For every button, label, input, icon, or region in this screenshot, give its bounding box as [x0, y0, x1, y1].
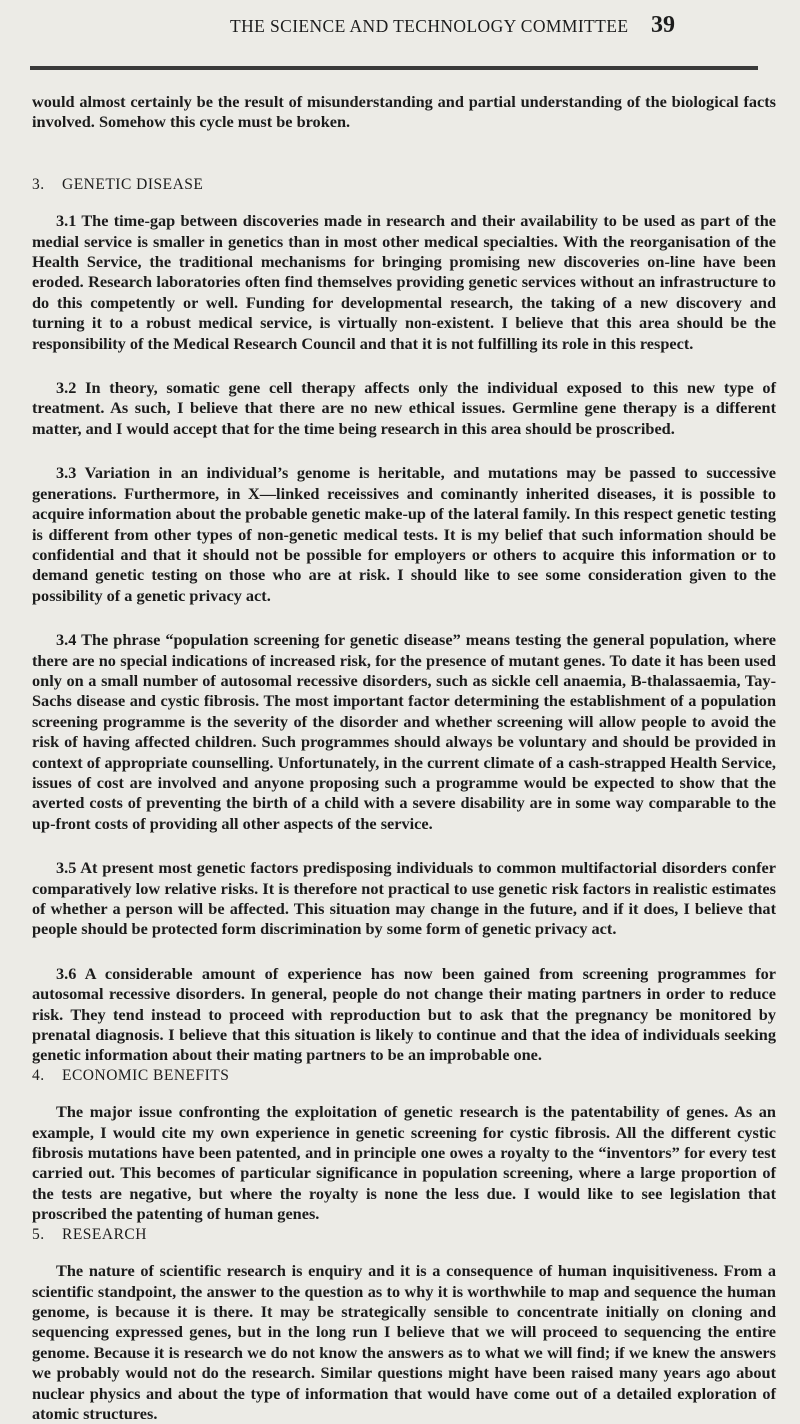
paragraph-3-4: 3.4 The phrase “population screening for genetic disease” means testing the general population, where there are no special indications of increased risk, for the presence of mutant genes. To date it has been used only on a small number of autosomal recessive disorders, such as sickle cell anaemia, B-thalassaemia, Tay-Sachs disease and cystic fibrosis. The most important factor determining the establishment of a population screening programme is the severity of the disorder and whether screening will allow people to avoid the risk of having affected children. Such programmes should always be voluntary and should be provided in context of appropriate counselling. Unfortunately, in the current climate of a cash-strapped Health Service, issues of cost are involved and anyone proposing such a programme would be expected to show that the averted costs of preventing the birth of a child with a severe disability are in some way comparable to the up-front costs of providing all other aspects of the service.	[32, 630, 776, 833]
intro-paragraph: would almost certainly be the result of misunderstanding and partial understanding of the biological facts involved. Somehow this cycle must be broken.	[32, 92, 776, 132]
section-heading-genetic-disease: 3. GENETIC DISEASE	[32, 175, 204, 193]
paragraph-3-5: 3.5 At present most genetic factors predisposing individuals to common multifactorial disorders confer comparatively low relative risks. It is therefore not practical to use genetic risk factors in realistic estimates of whether a person will be affected. This situation may change in the future, and if it does, I believe that people should be protected form discrimination by some form of genetic privacy act.	[32, 858, 776, 939]
paragraph-3-1: 3.1 The time-gap between discoveries made in research and their availability to be used as part of the medial service is smaller in genetics than in most other medical specialties. With the reorganisation of the Health Service, the traditional mechanisms for bringing promising new discoveries on-line have been eroded. Research laboratories often find themselves providing genetic services without an infrastructure to do this competently or well. Funding for developmental research, the taking of a new discovery and turning it to a robust medical service, is virtually non-existent. I believe that this area should be the responsibility of the Medical Research Council and that it is not fulfilling its role in this respect.	[32, 211, 776, 353]
body-text	[32, 92, 776, 1424]
running-title: THE SCIENCE AND TECHNOLOGY COMMITTEE	[230, 16, 629, 36]
section-heading-research: 5. RESEARCH	[32, 1225, 147, 1243]
paragraph-3-3: 3.3 Variation in an individual’s genome is heritable, and mutations may be passed to successive generations. Furthermore, in X—linked receissives and cominantly inherited diseases, it is possible to acquire information about the probable genetic make-up of the lateral family. In this respect genetic testing is different from other types of non-genetic medical tests. It is my belief that such information should be confidential and that it should not be possible for employers or others to acquire this information or to demand genetic testing on those who are at risk. I should like to see some consideration given to the possibility of a genetic privacy act.	[32, 463, 776, 605]
paragraph-3-6: 3.6 A considerable amount of experience has now been gained from screening programmes for autosomal recessive disorders. In general, people do not change their mating partners in order to reduce risk. They tend instead to proceed with reproduction but to ask that the pregnancy be monitored by prenatal diagnosis. I believe that this situation is likely to continue and that the idea of individuals seeking genetic information about their mating partners to be an improbable one.	[32, 963, 776, 1065]
paragraph-research: The nature of scientific research is enquiry and it is a consequence of human inquisitiveness. From a scientific standpoint, the answer to the question as to why it is worthwhile to map and sequence the human genome, is because it is there. It may be strategically sensible to concentrate initially on cloning and sequencing expressed genes, but in the long run I believe that we will proceed to sequencing the entire genome. Because it is research we do not know the answers as to what we will find; if we knew the answers we probably would not do the research. Similar questions might have been raised many years ago about nuclear physics and about the type of information that would have come out of a detailed exploration of atomic structures.	[32, 1261, 776, 1423]
section-heading-economic-benefits: 4. ECONOMIC BENEFITS	[32, 1066, 230, 1084]
page-header	[0, 12, 800, 56]
header-rule	[30, 66, 758, 70]
page-number: 39	[651, 12, 675, 38]
paragraph-3-2: 3.2 In theory, somatic gene cell therapy affects only the individual exposed to this new type of treatment. As such, I believe that there are no new ethical issues. Germline gene therapy is a different matter, and I would accept that for the time being research in this area should be proscribed.	[32, 378, 776, 438]
paragraph-economic-benefits: The major issue confronting the exploitation of genetic research is the patentability of genes. As an example, I would cite my own experience in genetic screening for cystic fibrosis. All the different cystic fibrosis mutations have been patented, and in principle one owes a royalty to the “inventors” for every test carried out. This becomes of particular significance in population screening, where a large proportion of the tests are negative, but where the royalty is none the less due. I would like to see legislation that proscribed the patenting of human genes.	[32, 1102, 776, 1224]
